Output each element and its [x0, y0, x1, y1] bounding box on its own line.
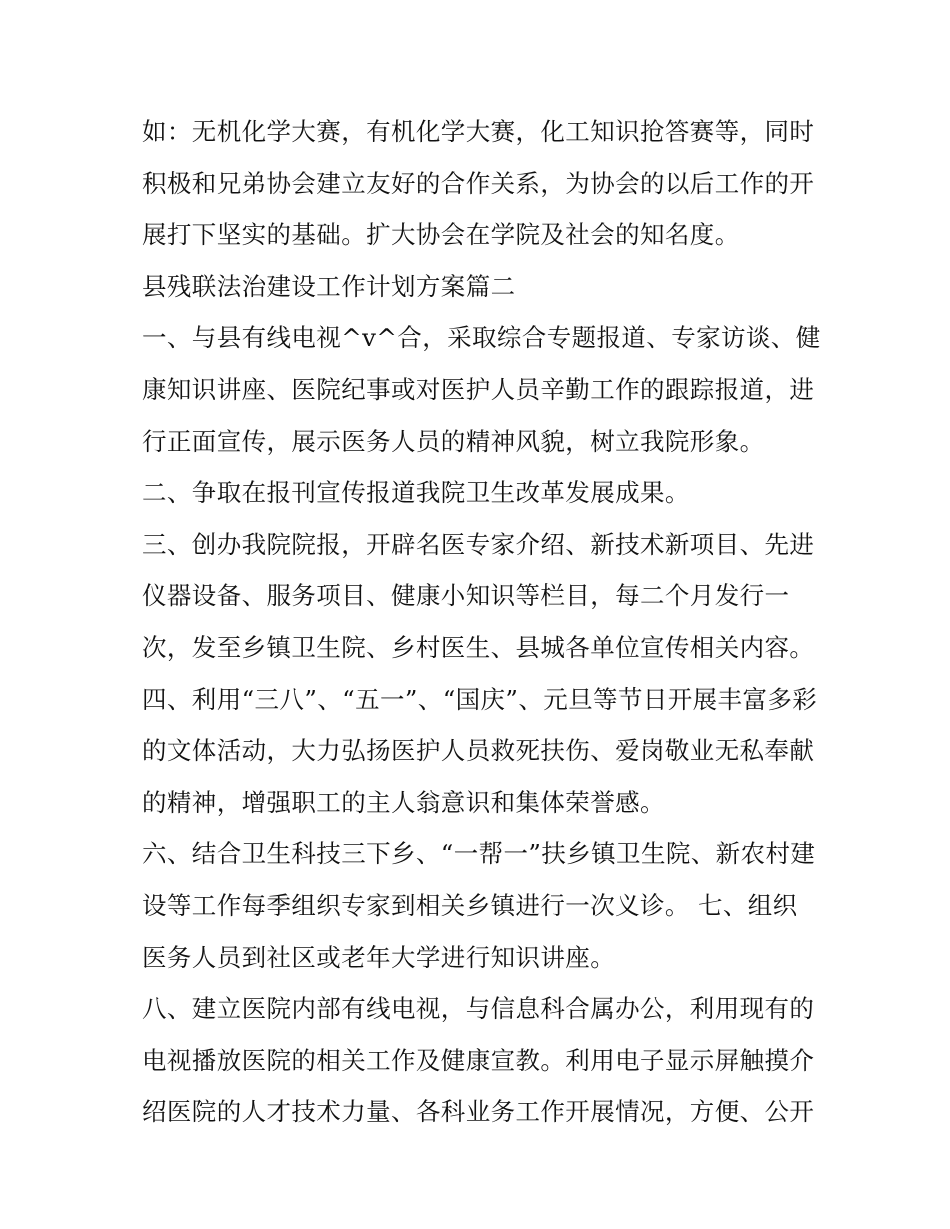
text-line: 的精神，增强职工的主人翁意识和集体荣誉感。: [142, 787, 665, 817]
text-line: 如：无机化学大赛，有机化学大赛，化工知识抢答赛等，同时: [142, 117, 815, 146]
text-line: 行正面宣传，展示医务人员的精神风貌，树立我院形象。: [142, 426, 765, 456]
text-line: 绍医院的人才技术力量、各科业务工作开展情况，方便、公开: [142, 1097, 815, 1127]
text-line: 积极和兄弟协会建立友好的合作关系，为协会的以后工作的开: [142, 168, 815, 198]
text-line: 的文体活动，大力弘扬医护人员救死扶伤、爱岗敬业无私奉献: [142, 736, 815, 766]
text-line: 八、建立医院内部有线电视，与信息科合属办公，利用现有的: [142, 994, 815, 1024]
text-line: 展打下坚实的基础。扩大协会在学院及社会的知名度。: [142, 220, 740, 250]
text-line: 三、创办我院院报，开辟名医专家介绍、新技术新项目、先进: [142, 529, 815, 559]
text-line: 四、利用“三八”、“五一”、“国庆”、元旦等节日开展丰富多彩: [142, 684, 818, 714]
text-line: 仪器设备、服务项目、健康小知识等栏目，每二个月发行一: [142, 581, 790, 611]
text-line: 二、争取在报刊宣传报道我院卫生改革发展成果。: [142, 478, 690, 508]
document-body: [142, 106, 822, 1138]
text-line: 次，发至乡镇卫生院、乡村医生、县城各单位宣传相关内容。: [142, 632, 815, 662]
text-line: 设等工作每季组织专家到相关乡镇进行一次义诊。 七、组织: [142, 890, 798, 920]
section-heading: 县残联法治建设工作计划方案篇二: [142, 271, 516, 301]
text-line: 医务人员到社区或老年大学进行知识讲座。: [142, 942, 616, 972]
text-line: 电视播放医院的相关工作及健康宣教。利用电子显示屏触摸介: [142, 1045, 815, 1075]
text-line: 六、结合卫生科技三下乡、“一帮一”扶乡镇卫生院、新农村建: [142, 839, 816, 869]
text-line: 康知识讲座、医院纪事或对医护人员辛勤工作的跟踪报道，进: [142, 374, 815, 404]
text-line: 一、与县有线电视^v^合，采取综合专题报道、专家访谈、健: [142, 323, 821, 353]
